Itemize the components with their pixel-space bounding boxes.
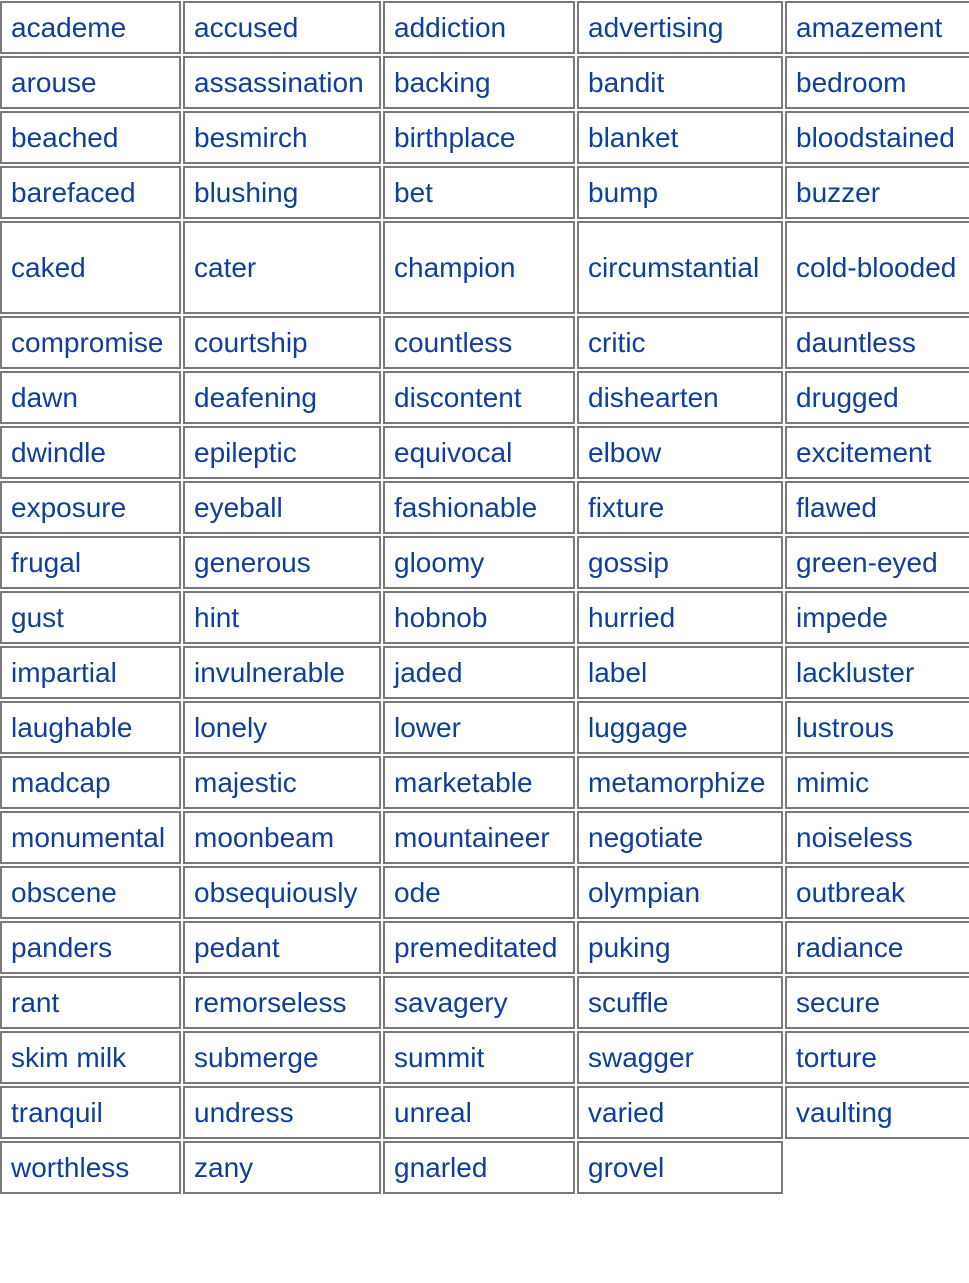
word-cell: academe <box>0 1 181 54</box>
word-cell: hint <box>183 591 381 644</box>
word-cell: pedant <box>183 921 381 974</box>
word-cell: puking <box>577 921 783 974</box>
word-cell: outbreak <box>785 866 969 919</box>
word-cell: scuffle <box>577 976 783 1029</box>
word-cell: metamorphize <box>577 756 783 809</box>
table-row <box>0 371 969 424</box>
word-cell: besmirch <box>183 111 381 164</box>
word-cell: invulnerable <box>183 646 381 699</box>
word-cell: moonbeam <box>183 811 381 864</box>
table-row <box>0 316 969 369</box>
word-cell: secure <box>785 976 969 1029</box>
table-row <box>0 591 969 644</box>
word-cell: lower <box>383 701 575 754</box>
table-row <box>0 646 969 699</box>
word-cell: excitement <box>785 426 969 479</box>
table-row <box>0 1 969 54</box>
word-cell: negotiate <box>577 811 783 864</box>
word-cell: compromise <box>0 316 181 369</box>
word-cell: bet <box>383 166 575 219</box>
word-cell: discontent <box>383 371 575 424</box>
word-cell: arouse <box>0 56 181 109</box>
word-cell: generous <box>183 536 381 589</box>
word-cell: bump <box>577 166 783 219</box>
word-cell: jaded <box>383 646 575 699</box>
table-row <box>0 536 969 589</box>
word-cell: varied <box>577 1086 783 1139</box>
word-cell: champion <box>383 221 575 314</box>
word-cell: submerge <box>183 1031 381 1084</box>
table-row <box>0 56 969 109</box>
word-cell: mimic <box>785 756 969 809</box>
word-cell: undress <box>183 1086 381 1139</box>
word-cell: worthless <box>0 1141 181 1194</box>
word-cell: dauntless <box>785 316 969 369</box>
word-cell: lonely <box>183 701 381 754</box>
word-cell: skim milk <box>0 1031 181 1084</box>
word-cell: noiseless <box>785 811 969 864</box>
word-cell: gnarled <box>383 1141 575 1194</box>
word-cell: madcap <box>0 756 181 809</box>
word-cell: laughable <box>0 701 181 754</box>
word-cell: summit <box>383 1031 575 1084</box>
word-cell: zany <box>183 1141 381 1194</box>
word-cell: amazement <box>785 1 969 54</box>
word-cell: exposure <box>0 481 181 534</box>
word-cell: buzzer <box>785 166 969 219</box>
word-cell: obscene <box>0 866 181 919</box>
word-cell: barefaced <box>0 166 181 219</box>
word-cell: majestic <box>183 756 381 809</box>
word-cell: bloodstained <box>785 111 969 164</box>
word-cell: gossip <box>577 536 783 589</box>
word-cell: epileptic <box>183 426 381 479</box>
word-cell: accused <box>183 1 381 54</box>
word-cell: bandit <box>577 56 783 109</box>
table-row <box>0 756 969 809</box>
table-row <box>0 481 969 534</box>
word-cell: remorseless <box>183 976 381 1029</box>
word-cell: marketable <box>383 756 575 809</box>
table-row <box>0 1141 969 1194</box>
word-cell: premeditated <box>383 921 575 974</box>
word-cell: addiction <box>383 1 575 54</box>
table-row <box>0 866 969 919</box>
word-cell: unreal <box>383 1086 575 1139</box>
word-cell: cold-blooded <box>785 221 969 314</box>
word-cell: green-eyed <box>785 536 969 589</box>
word-cell: caked <box>0 221 181 314</box>
word-cell: backing <box>383 56 575 109</box>
word-table-body <box>0 1 969 1194</box>
word-cell: obsequiously <box>183 866 381 919</box>
word-cell: deafening <box>183 371 381 424</box>
word-cell: ode <box>383 866 575 919</box>
table-row <box>0 811 969 864</box>
word-cell: countless <box>383 316 575 369</box>
word-cell: gust <box>0 591 181 644</box>
word-cell: dishearten <box>577 371 783 424</box>
empty-cell <box>785 1141 969 1194</box>
word-cell: panders <box>0 921 181 974</box>
word-cell: lackluster <box>785 646 969 699</box>
word-cell: elbow <box>577 426 783 479</box>
word-cell: swagger <box>577 1031 783 1084</box>
table-row <box>0 221 969 314</box>
word-cell: torture <box>785 1031 969 1084</box>
word-cell: hobnob <box>383 591 575 644</box>
word-cell: mountaineer <box>383 811 575 864</box>
word-cell: lustrous <box>785 701 969 754</box>
table-row <box>0 111 969 164</box>
word-cell: birthplace <box>383 111 575 164</box>
word-cell: vaulting <box>785 1086 969 1139</box>
word-cell: monumental <box>0 811 181 864</box>
word-cell: fixture <box>577 481 783 534</box>
table-row <box>0 1031 969 1084</box>
word-cell: tranquil <box>0 1086 181 1139</box>
word-cell: equivocal <box>383 426 575 479</box>
word-cell: circumstantial <box>577 221 783 314</box>
word-cell: fashionable <box>383 481 575 534</box>
word-cell: luggage <box>577 701 783 754</box>
table-row <box>0 921 969 974</box>
table-row <box>0 166 969 219</box>
table-row <box>0 1086 969 1139</box>
word-cell: frugal <box>0 536 181 589</box>
word-cell: courtship <box>183 316 381 369</box>
table-row <box>0 701 969 754</box>
word-cell: impede <box>785 591 969 644</box>
word-cell: cater <box>183 221 381 314</box>
word-cell: olympian <box>577 866 783 919</box>
word-cell: label <box>577 646 783 699</box>
word-cell: blushing <box>183 166 381 219</box>
word-cell: flawed <box>785 481 969 534</box>
word-cell: eyeball <box>183 481 381 534</box>
word-cell: rant <box>0 976 181 1029</box>
word-cell: radiance <box>785 921 969 974</box>
word-cell: advertising <box>577 1 783 54</box>
word-cell: savagery <box>383 976 575 1029</box>
word-cell: bedroom <box>785 56 969 109</box>
word-cell: critic <box>577 316 783 369</box>
table-row <box>0 976 969 1029</box>
word-cell: dawn <box>0 371 181 424</box>
table-row <box>0 426 969 479</box>
word-cell: assassination <box>183 56 381 109</box>
word-cell: grovel <box>577 1141 783 1194</box>
word-cell: gloomy <box>383 536 575 589</box>
word-cell: impartial <box>0 646 181 699</box>
word-cell: blanket <box>577 111 783 164</box>
word-cell: drugged <box>785 371 969 424</box>
word-cell: hurried <box>577 591 783 644</box>
word-cell: dwindle <box>0 426 181 479</box>
word-cell: beached <box>0 111 181 164</box>
